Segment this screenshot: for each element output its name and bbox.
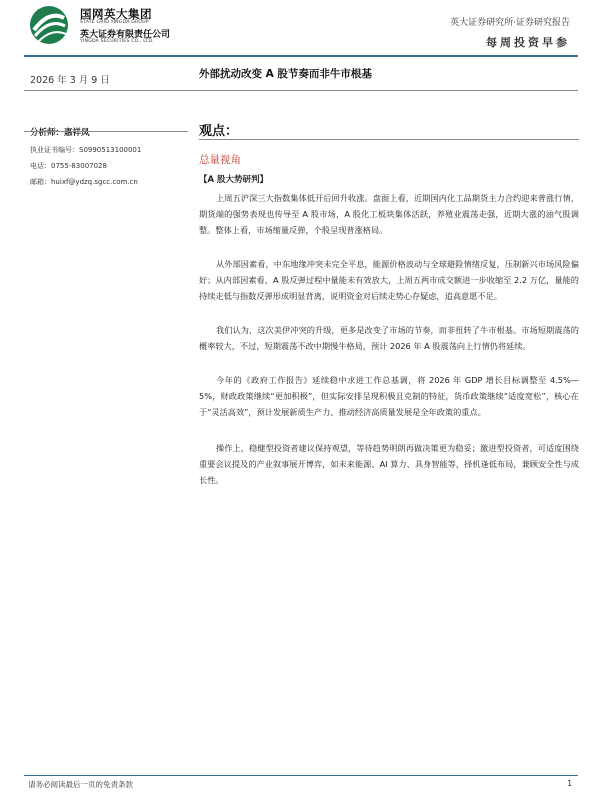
analyst-cert: 执业证书编号：S0990513100001 [30, 146, 142, 154]
report-date: 2026 年 3 月 9 日 [30, 75, 110, 86]
title-divider [24, 90, 578, 91]
institute-label: 英大证券研究所·证券研究报告 [450, 18, 570, 28]
analyst-email[interactable]: 邮箱：huixf@ydzq.sgcc.com.cn [30, 178, 138, 186]
viewpoint-divider [199, 139, 579, 140]
company-logo [28, 4, 70, 46]
logo-company-name-en: YINGDA SECURITIES CO., LTD. [80, 39, 154, 44]
page-number: 1 [567, 779, 572, 788]
subsection-heading: 【A 股大势研判】 [199, 175, 269, 185]
sidebar-divider [24, 131, 188, 132]
logo-company-name: 英大证券有限责任公司 [80, 30, 171, 40]
paragraph-1: 上周五沪深三大指数集体低开后回升收涨。盘面上看，近期国内化工品期货主力合约迎来普涨行情，期货端的强势表现也传导至 A 股市场，A 股化工板块集体活跃，养殖业震荡走强，近期大涨的油气股调整。整体上看，市场缩量反弹，个股呈现普涨格局。 [199, 193, 579, 236]
header-divider [24, 55, 578, 57]
report-type: 每周投资早参 [486, 36, 570, 49]
viewpoint-heading: 观点： [199, 124, 239, 139]
paragraph-3: 我们认为，这次美伊冲突的升级，更多是改变了市场的节奏，而非扭转了牛市根基。市场短期震荡的概率较大，不过，短期震荡不改中期慢牛格局，预计 2026 年 A 股震荡向上行情仍将延续。 [199, 325, 579, 352]
logo-group-name-en: STATE GRID YINGDA GROUP [80, 20, 149, 25]
report-title: 外部扰动改变 A 股节奏而非牛市根基 [199, 68, 372, 80]
analyst-phone: 电话：0755-83007028 [30, 162, 107, 170]
analyst-name: 分析师：惠祥凤 [30, 128, 90, 138]
paragraph-5: 操作上，稳健型投资者建议保持观望，等待趋势明朗再做决策更为稳妥；激进型投资者，可适度围绕重要会议提及的产业叙事展开博弈，如未来能源、AI 算力、具身智能等，择机逢低布局，兼顾安全性与成长性。 [199, 443, 579, 486]
section-heading: 总量视角 [199, 154, 241, 166]
disclaimer-note[interactable]: 请务必阅读最后一页的免责条款 [28, 780, 133, 789]
logo-group-name: 国网英大集团 [80, 7, 152, 21]
paragraph-4: 今年的《政府工作报告》延续稳中求进工作总基调，将 2026 年 GDP 增长目标调整至 4.5%—5%，财政政策继续“更加积极”，但实际安排呈现积极且克制的特征，货币政策继续“适度宽松”，核心在于“灵活高效”，预计发展新质生产力、推动经济高质量发展是全年政策的重点。 [199, 375, 579, 418]
paragraph-2: 从外部因素看，中东地缘冲突未完全平息，能源价格波动与全球避险情绪反复，压制新兴市场风险偏好；从内部因素看，A 股反弹过程中量能未有效放大，上周五两市成交额进一步收缩至 2.2 万亿，量能的持续走低与指数反弹形成明显背离，说明资金对后续走势心存疑虑，追高意愿不足。 [199, 259, 579, 302]
footer-divider [24, 775, 578, 776]
